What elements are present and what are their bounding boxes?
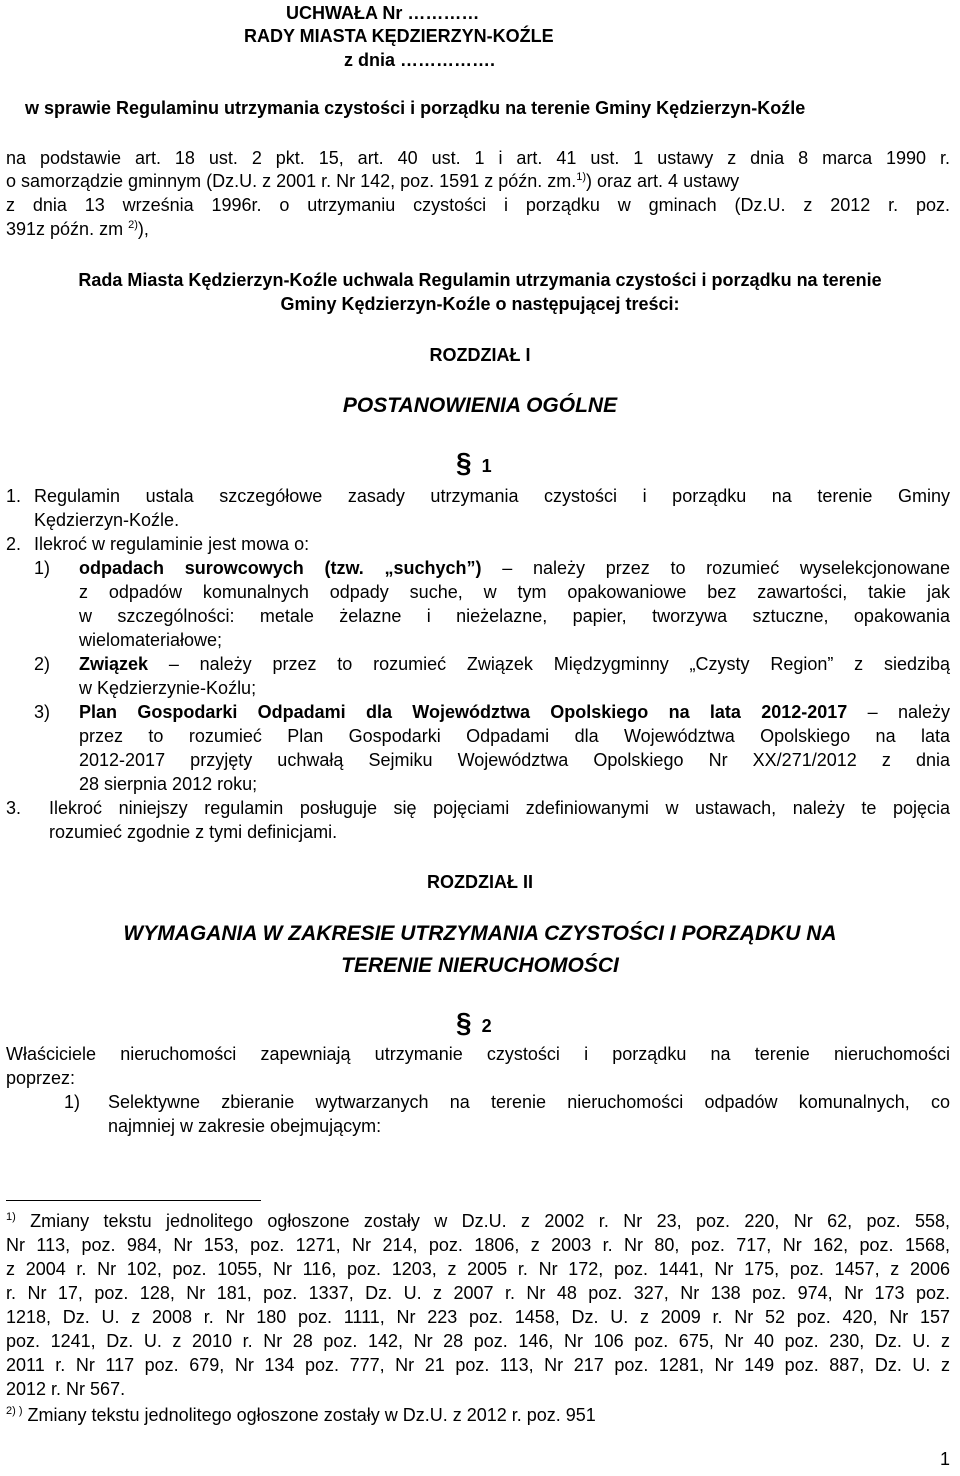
list-item-number: 1) <box>34 558 51 578</box>
paragraph-number: 1 <box>481 456 492 476</box>
legal-basis-line: z dnia 13 września 1996r. o utrzymaniu czystości i porządku w gminach (Dz.U. z 2012 r. poz. <box>6 195 950 215</box>
point-text: Ilekroć niniejszy regulamin posługuje się pojęciami zdefiniowanymi w ustawach, należy te pojęcia <box>49 798 950 818</box>
legal-basis-text: ), <box>137 219 149 239</box>
list-item-number: 3) <box>34 702 51 722</box>
footnote-line: 2011 r. Nr 117 poz. 679, Nr 134 poz. 777, Nr 21 poz. 113, Nr 217 poz. 1281, Nr 149 poz. 887, Dz. U. z <box>6 1355 950 1375</box>
list-item-line: wielomateriałowe; <box>79 630 223 650</box>
paragraph-sign: § <box>456 447 472 478</box>
chapter-title: POSTANOWIENIA OGÓLNE <box>342 394 618 417</box>
list-item-number: 2) <box>34 654 51 674</box>
paragraph-heading <box>456 447 492 478</box>
resolution-date: z dnia ……………. <box>344 50 496 70</box>
list-item-line: w szczególności: metale żelazne i nieżelazne, papier, tworzywa sztuczne, opakowania <box>79 606 950 626</box>
definition-text: – należy przez to rozumieć wyselekcjonowane <box>481 558 950 578</box>
list-item-line: Selektywne zbieranie wytwarzanych na terenie nieruchomości odpadów komunalnych, co <box>108 1092 950 1112</box>
list-item-line <box>79 557 950 579</box>
legal-basis-line <box>6 218 149 240</box>
footnote-line: z 2004 r. Nr 102, poz. 1055, Nr 116, poz. 1203, z 2005 r. Nr 172, poz. 1441, Nr 175, poz. 1457, z 2006 <box>6 1259 950 1279</box>
list-item-line: 28 sierpnia 2012 roku; <box>79 774 258 794</box>
footnote-line <box>6 1210 950 1232</box>
paragraph-number: 2 <box>481 1016 492 1036</box>
footnote-text: Zmiany tekstu jednolitego ogłoszone zostały w Dz.U. z 2002 r. Nr 23, poz. 220, Nr 62, poz. 558, <box>30 1211 950 1231</box>
footnote-line: r. Nr 17, poz. 128, Nr 181, poz. 1337, Dz. U. z 2007 r. Nr 48 poz. 327, Nr 138 poz. 974, Nr 173 poz. <box>6 1283 950 1303</box>
point-number: 2. <box>6 534 22 554</box>
body-text: poprzez: <box>6 1068 76 1088</box>
footnote-line <box>6 1404 596 1426</box>
legal-basis-text: 391z późn. zm <box>6 219 124 239</box>
list-item-line: najmniej w zakresie obejmującym: <box>108 1116 382 1136</box>
list-item-line: w Kędzierzynie-Koźlu; <box>79 678 257 698</box>
defined-term: odpadach surowcowych (tzw. „suchych”) <box>79 558 482 578</box>
resolution-subject: w sprawie Regulaminu utrzymania czystości i porządku na terenie Gminy Kędzierzyn-Koźle <box>25 98 806 118</box>
chapter-label: ROZDZIAŁ I <box>429 345 531 365</box>
legal-basis-text: ) oraz art. 4 ustawy <box>586 171 740 191</box>
footnote-text: Zmiany tekstu jednolitego ogłoszone zostały w Dz.U. z 2012 r. poz. 951 <box>27 1405 596 1425</box>
body-text: Właściciele nieruchomości zapewniają utrzymanie czystości i porządku na terenie nieruchomości <box>6 1044 950 1064</box>
point-text: Kędzierzyn-Koźle. <box>34 510 180 530</box>
footnote-separator <box>6 1200 261 1201</box>
legal-basis-text: o samorządzie gminnym (Dz.U. z 2001 r. Nr 142, poz. 1591 z późn. zm. <box>6 171 577 191</box>
footnote-line: 2012 r. Nr 567. <box>6 1379 126 1399</box>
list-item-line <box>79 653 950 675</box>
point-number: 3. <box>6 798 22 818</box>
list-item-line <box>79 701 950 723</box>
list-item-number: 1) <box>64 1092 81 1112</box>
page-number: 1 <box>940 1449 951 1469</box>
resolution-statement: Rada Miasta Kędzierzyn-Koźle uchwala Regulamin utrzymania czystości i porządku na terenie <box>78 270 882 290</box>
list-item-line: przez to rozumieć Plan Gospodarki Odpadami dla Województwa Opolskiego na lata <box>79 726 950 746</box>
legal-basis-line <box>6 170 739 192</box>
paragraph-sign: § <box>456 1007 472 1038</box>
defined-term: Plan Gospodarki Odpadami dla Województwa Opolskiego na lata 2012-2017 <box>79 702 848 722</box>
list-item-line: z odpadów komunalnych odpady suche, w tym opakowaniowe bez zawartości, takie jak <box>79 582 950 602</box>
paragraph-heading <box>456 1007 492 1038</box>
council-name: RADY MIASTA KĘDZIERZYN-KOŹLE <box>244 26 554 46</box>
footnote-line: poz. 1241, Dz. U. z 2010 r. Nr 28 poz. 142, Nr 28 poz. 146, Nr 106 poz. 675, Nr 40 poz. 230, Dz. U. z <box>6 1331 950 1351</box>
resolution-title: UCHWAŁA Nr ………… <box>286 3 480 23</box>
defined-term: Związek <box>79 654 149 674</box>
point-number: 1. <box>6 486 22 506</box>
definition-text: – należy <box>847 702 950 722</box>
footnote-marker: 2) ) <box>6 1405 23 1417</box>
legal-basis-line: na podstawie art. 18 ust. 2 pkt. 15, art. 40 ust. 1 i art. 41 ust. 1 ustawy z dnia 8 marca 1990 r. <box>6 148 950 168</box>
footnote-line: Nr 113, poz. 984, Nr 153, poz. 1271, Nr 214, poz. 1806, z 2003 r. Nr 80, poz. 717, Nr 162, poz. 1568, <box>6 1235 950 1255</box>
chapter-label: ROZDZIAŁ II <box>427 872 533 892</box>
chapter-title: WYMAGANIA W ZAKRESIE UTRZYMANIA CZYSTOŚCI I PORZĄDKU NA <box>123 922 837 945</box>
footnote-marker: 1) <box>6 1211 16 1223</box>
point-text: Ilekroć w regulaminie jest mowa o: <box>34 534 310 554</box>
footnote-ref: 2) <box>128 219 138 231</box>
list-item-line: 2012-2017 przyjęty uchwałą Sejmiku Województwa Opolskiego Nr XX/271/2012 z dnia <box>79 750 950 770</box>
chapter-title: TERENIE NIERUCHOMOŚCI <box>341 954 619 977</box>
resolution-statement: Gminy Kędzierzyn-Koźle o następującej treści: <box>280 294 680 314</box>
point-text: rozumieć zgodnie z tymi definicjami. <box>49 822 338 842</box>
footnote-line: 1218, Dz. U. z 2008 r. Nr 180 poz. 1111, Nr 223 poz. 1458, Dz. U. z 2009 r. Nr 52 poz. 420, Nr 157 <box>6 1307 950 1327</box>
definition-text: – należy przez to rozumieć Związek Międzygminny „Czysty Region” z siedzibą <box>148 654 950 674</box>
footnote-ref: 1) <box>576 171 587 183</box>
point-text: Regulamin ustala szczegółowe zasady utrzymania czystości i porządku na terenie Gminy <box>34 486 950 506</box>
